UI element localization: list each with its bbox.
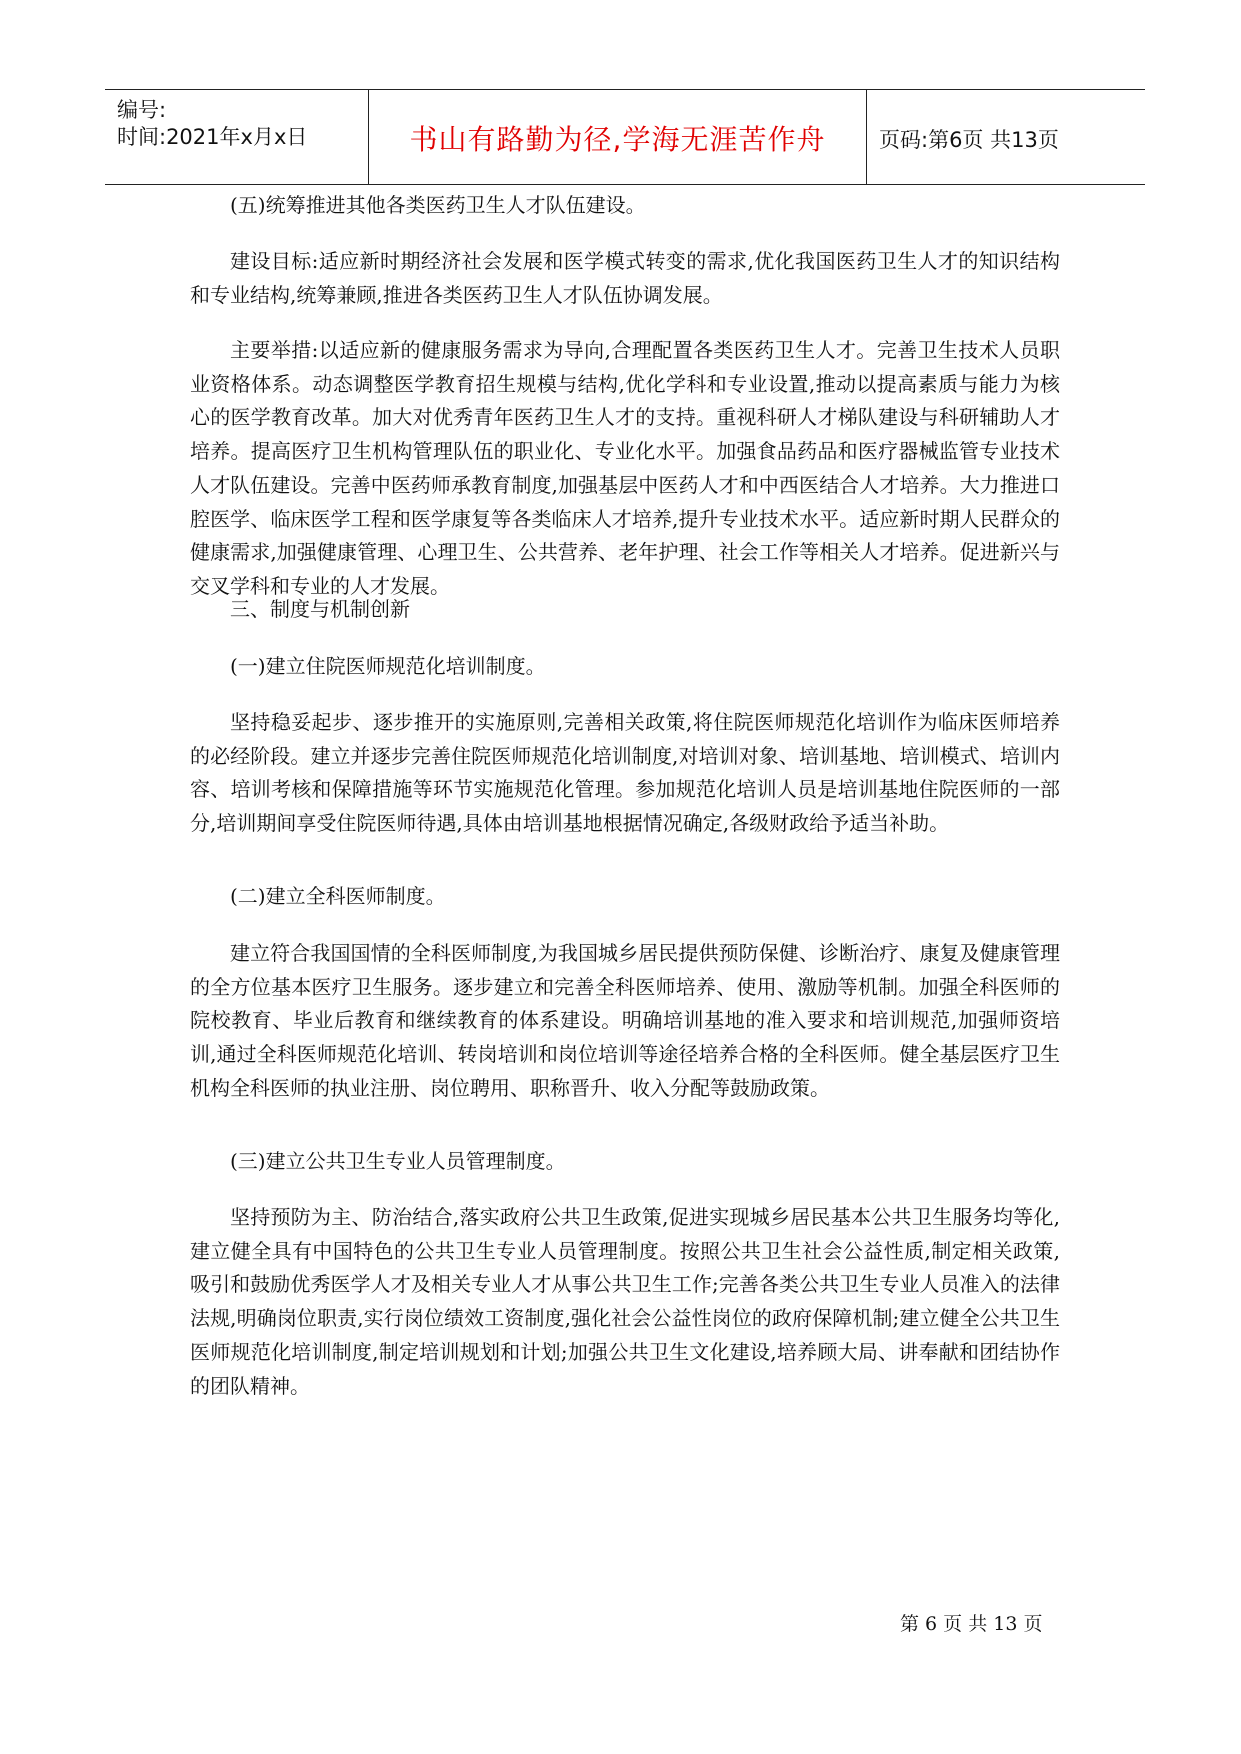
paragraph-measures: 主要举措:以适应新的健康服务需求为导向,合理配置各类医药卫生人才。完善卫生技术人员职业资格体系。动态调整医学教育招生规模与结构,优化学科和专业设置,推动以提高素质与能力为核心的医学教育改革。加大对优秀青年医药卫生人才的支持。重视科研人才梯队建设与科研辅助人才培养。提高医疗卫生机构管理队伍的职业化、专业化水平。加强食品药品和医疗器械监管专业技术人才队伍建设。完善中医药师承教育制度,加强基层中医药人才和中西医结合人才培养。大力推进口腔医学、临床医学工程和医学康复等各类临床人才培养,提升专业技术水平。适应新时期人民群众的健康需求,加强健康管理、心理卫生、公共营养、老年护理、社会工作等相关人才培养。促进新兴与交叉学科和专业的人才发展。 [190,338,1060,598]
section-heading-2: (二)建立全科医师制度。 [230,884,446,908]
header-motto-cell [369,90,867,184]
header-page-cell [867,90,1145,184]
page-header [105,89,1145,185]
paragraph-general-practitioner: 建立符合我国国情的全科医师制度,为我国城乡居民提供预防保健、诊断治疗、康复及健康管理的全方位基本医疗卫生服务。逐步建立和完善全科医师培养、使用、激励等机制。加强全科医师的院校教育、毕业后教育和继续教育的体系建设。明确培训基地的准入要求和培训规范,加强师资培训,通过全科医师规范化培训、转岗培训和岗位培训等途径培养合格的全科医师。健全基层医疗卫生机构全科医师的执业注册、岗位聘用、职称晋升、收入分配等鼓励政策。 [190,941,1060,1100]
chapter-heading-3: 三、制度与机制创新 [230,597,410,621]
document-time-label: 时间:2021年x月x日 [117,125,308,149]
section-heading-5: (五)统筹推进其他各类医药卫生人才队伍建设。 [230,193,646,217]
document-number-label: 编号: [117,98,167,122]
header-page-number: 页码:第6页 共13页 [879,128,1059,152]
paragraph-residency-training: 坚持稳妥起步、逐步推开的实施原则,完善相关政策,将住院医师规范化培训作为临床医师培养的必经阶段。建立并逐步完善住院医师规范化培训制度,对培训对象、培训基地、培训模式、培训内容、培训考核和保障措施等环节实施规范化管理。参加规范化培训人员是培训基地住院医师的一部分,培训期间享受住院医师待遇,具体由培训基地根据情况确定,各级财政给予适当补助。 [190,710,1060,836]
section-heading-1: (一)建立住院医师规范化培训制度。 [230,654,546,678]
header-motto: 书山有路勤为径,学海无涯苦作舟 [409,123,826,156]
paragraph-public-health: 坚持预防为主、防治结合,落实政府公共卫生政策,促进实现城乡居民基本公共卫生服务均等化,建立健全具有中国特色的公共卫生专业人员管理制度。按照公共卫生社会公益性质,制定相关政策,吸引和鼓励优秀医学人才及相关专业人才从事公共卫生工作;完善各类公共卫生专业人员准入的法律法规,明确岗位职责,实行岗位绩效工资制度,强化社会公益性岗位的政府保障机制;建立健全公共卫生医师规范化培训制度,制定培训规划和计划;加强公共卫生文化建设,培养顾大局、讲奉献和团结协作的团队精神。 [190,1205,1060,1398]
paragraph-goal: 建设目标:适应新时期经济社会发展和医学模式转变的需求,优化我国医药卫生人才的知识结构和专业结构,统筹兼顾,推进各类医药卫生人才队伍协调发展。 [190,249,1060,307]
section-heading-3: (三)建立公共卫生专业人员管理制度。 [230,1149,566,1173]
header-info-cell [105,90,369,184]
page-footer-number: 第 6 页 共 13 页 [900,1613,1043,1635]
